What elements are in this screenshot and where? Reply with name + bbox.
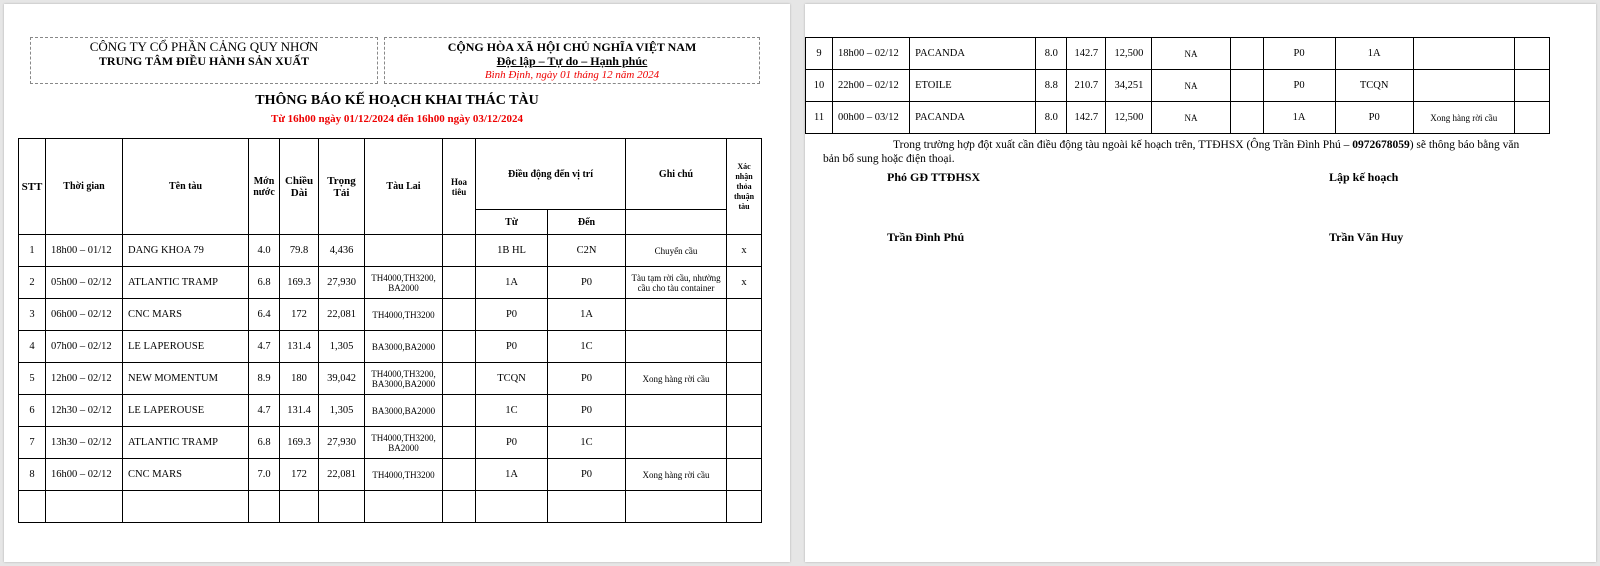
country-name: CỘNG HÒA XÃ HỘI CHỦ NGHĨA VIỆT NAM [447,40,697,54]
table-row [19,395,762,427]
note-phone: 0972678059 [1352,139,1410,151]
table-row [806,102,1550,134]
table-row [19,427,762,459]
cell-stt: 2 [19,267,46,299]
cell-empty [319,491,365,523]
note-part-1: Trong trường hợp đột xuất cần điều động tàu ngoài kế hoạch trên, TTĐHSX (Ông Trần Đình Phú – [893,139,1353,151]
cell-to: 1C [548,427,626,459]
cell-length: 172 [280,459,319,491]
cell-tug: TH4000,TH3200 [365,299,443,331]
motto: Độc lập – Tự do – Hạnh phúc [496,54,648,68]
page-2 [805,4,1596,562]
cell-from: TCQN [476,363,548,395]
col-tug: Tàu Lai [365,139,443,235]
document-subtitle: Từ 16h00 ngày 01/12/2024 đến 16h00 ngày 03/12/2024 [270,113,523,125]
header-right-box [384,37,760,84]
ship-plan-table-continued [805,37,1550,134]
cell-pilot [1230,102,1263,134]
cell-empty [476,491,548,523]
cell-confirm [727,363,762,395]
cell-confirm [1514,70,1549,102]
cell-empty [548,491,626,523]
cell-confirm: x [727,235,762,267]
cell-pilot [443,331,476,363]
cell-length: 210.7 [1067,70,1106,102]
cell-from: P0 [1263,38,1335,70]
table-row [19,267,762,299]
center-name: TRUNG TÂM ĐIỀU HÀNH SẢN XUẤT [98,54,310,68]
cell-time: 00h00 – 03/12 [833,102,910,134]
cell-tonnage: 27,930 [319,267,365,299]
cell-tonnage: 22,081 [319,299,365,331]
cell-pilot [443,363,476,395]
cell-note: Xong hàng rời cầu [1413,102,1514,134]
cell-stt: 1 [19,235,46,267]
cell-draft: 8.9 [249,363,280,395]
date-line: Bình Định, ngày 01 tháng 12 năm 2024 [484,69,660,81]
cell-note: Chuyển cầu [626,235,727,267]
cell-ship: NEW MOMENTUM [123,363,249,395]
cell-from: 1A [1263,102,1335,134]
cell-empty [727,491,762,523]
cell-pilot [443,427,476,459]
table-row-empty [19,491,762,523]
cell-confirm: x [727,267,762,299]
cell-pilot [443,395,476,427]
cell-ship: PACANDA [910,102,1036,134]
cell-note [626,395,727,427]
cell-to: P0 [1335,102,1413,134]
col-note-sub [626,210,727,235]
cell-from: P0 [476,331,548,363]
cell-empty [46,491,123,523]
cell-stt: 6 [19,395,46,427]
cell-time: 07h00 – 02/12 [46,331,123,363]
cell-pilot [1230,70,1263,102]
cell-note [626,331,727,363]
cell-draft: 4.7 [249,395,280,427]
cell-confirm [727,427,762,459]
cell-note: Tàu tạm rời cầu, nhường cầu cho tàu container [626,267,727,299]
cell-length: 142.7 [1067,38,1106,70]
table-row [19,331,762,363]
cell-time: 13h30 – 02/12 [46,427,123,459]
table-row [806,38,1550,70]
cell-draft: 8.0 [1036,38,1067,70]
col-time: Thời gian [46,139,123,235]
cell-ship: LE LAPEROUSE [123,395,249,427]
cell-from: 1A [476,267,548,299]
cell-empty [280,491,319,523]
cell-tug: NA [1152,38,1230,70]
cell-tug: BA3000,BA2000 [365,331,443,363]
cell-to: 1A [1335,38,1413,70]
cell-ship: ETOILE [910,70,1036,102]
cell-tug: NA [1152,70,1230,102]
cell-from: 1B HL [476,235,548,267]
table-row [19,363,762,395]
cell-empty [249,491,280,523]
col-ship: Tên tàu [123,139,249,235]
cell-to: 1A [548,299,626,331]
cell-draft: 8.8 [1036,70,1067,102]
cell-to: 1C [548,331,626,363]
cell-confirm [1514,38,1549,70]
cell-tonnage: 27,930 [319,427,365,459]
signature-left-title: Phó GĐ TTĐHSX [887,170,981,184]
cell-to: C2N [548,235,626,267]
cell-from: 1A [476,459,548,491]
cell-time: 22h00 – 02/12 [833,70,910,102]
document-title: THÔNG BÁO KẾ HOẠCH KHAI THÁC TÀU [255,93,539,108]
signature-left-name: Trần Đình Phú [887,230,965,244]
cell-stt: 7 [19,427,46,459]
col-draft: Mớn nước [249,139,280,235]
cell-confirm [1514,102,1549,134]
cell-from: P0 [476,427,548,459]
cell-time: 05h00 – 02/12 [46,267,123,299]
cell-confirm [727,459,762,491]
cell-to: P0 [548,267,626,299]
page-1 [4,4,790,562]
table-row [19,459,762,491]
cell-stt: 10 [806,70,833,102]
cell-to: P0 [548,459,626,491]
cell-tug: NA [1152,102,1230,134]
cell-confirm [727,299,762,331]
company-name: CÔNG TY CỔ PHẦN CẢNG QUY NHƠN [89,39,319,54]
cell-ship: ATLANTIC TRAMP [123,267,249,299]
cell-empty [365,491,443,523]
cell-tonnage: 12,500 [1106,38,1152,70]
cell-time: 16h00 – 02/12 [46,459,123,491]
cell-ship: CNC MARS [123,299,249,331]
cell-time: 18h00 – 02/12 [833,38,910,70]
cell-draft: 4.7 [249,331,280,363]
cell-tonnage: 1,305 [319,395,365,427]
cell-length: 131.4 [280,395,319,427]
cell-length: 172 [280,299,319,331]
cell-ship: DANG KHOA 79 [123,235,249,267]
signature-right-title: Lập kế hoạch [1329,170,1399,184]
cell-empty [19,491,46,523]
col-to: Đến [548,210,626,235]
cell-stt: 9 [806,38,833,70]
cell-ship: PACANDA [910,38,1036,70]
cell-tonnage: 39,042 [319,363,365,395]
cell-pilot [443,299,476,331]
cell-ship: CNC MARS [123,459,249,491]
cell-stt: 8 [19,459,46,491]
cell-pilot [443,267,476,299]
cell-empty [626,491,727,523]
cell-empty [443,491,476,523]
cell-tug: TH4000,TH3200, BA2000 [365,427,443,459]
cell-note [626,427,727,459]
cell-stt: 3 [19,299,46,331]
cell-stt: 4 [19,331,46,363]
cell-time: 06h00 – 02/12 [46,299,123,331]
cell-length: 131.4 [280,331,319,363]
cell-length: 169.3 [280,427,319,459]
col-tonnage: Trọng Tải [319,139,365,235]
cell-length: 169.3 [280,267,319,299]
cell-pilot [1230,38,1263,70]
col-note: Ghi chú [626,139,727,210]
cell-to: P0 [548,363,626,395]
cell-time: 12h00 – 02/12 [46,363,123,395]
cell-tonnage: 1,305 [319,331,365,363]
cell-stt: 5 [19,363,46,395]
cell-ship: ATLANTIC TRAMP [123,427,249,459]
cell-tug: BA3000,BA2000 [365,395,443,427]
cell-length: 180 [280,363,319,395]
cell-draft: 7.0 [249,459,280,491]
cell-tonnage: 12,500 [1106,102,1152,134]
table-row [19,235,762,267]
cell-tug: TH4000,TH3200, BA2000 [365,267,443,299]
header-left-box [30,37,378,84]
cell-confirm [727,331,762,363]
col-confirm: Xác nhận thỏa thuận tàu [727,139,762,235]
cell-tonnage: 22,081 [319,459,365,491]
cell-tonnage: 34,251 [1106,70,1152,102]
cell-to: P0 [548,395,626,427]
cell-from: P0 [1263,70,1335,102]
cell-from: P0 [476,299,548,331]
col-move: Điều động đến vị trí [476,139,626,210]
table-row [19,299,762,331]
signature-right-name: Trần Văn Huy [1329,230,1404,244]
cell-note [626,299,727,331]
contingency-note [823,138,1523,166]
col-pilot: Hoa tiêu [443,139,476,235]
cell-length: 79.8 [280,235,319,267]
cell-draft: 6.4 [249,299,280,331]
col-from: Từ [476,210,548,235]
ship-plan-table [18,138,762,523]
table-row [806,70,1550,102]
cell-draft: 8.0 [1036,102,1067,134]
note-part-2: ) sẽ thông báo bằng văn bản bổ sung hoặc điện thoại. [823,139,1520,165]
cell-stt: 11 [806,102,833,134]
cell-draft: 4.0 [249,235,280,267]
cell-note: Xong hàng rời cầu [626,363,727,395]
cell-confirm [727,395,762,427]
cell-tonnage: 4,436 [319,235,365,267]
cell-pilot [443,235,476,267]
col-stt: STT [19,139,46,235]
cell-tug [365,235,443,267]
cell-ship: LE LAPEROUSE [123,331,249,363]
col-length: Chiều Dài [280,139,319,235]
cell-empty [123,491,249,523]
cell-pilot [443,459,476,491]
cell-note: Xong hàng rời cầu [626,459,727,491]
cell-note [1413,38,1514,70]
cell-draft: 6.8 [249,427,280,459]
cell-time: 12h30 – 02/12 [46,395,123,427]
cell-from: 1C [476,395,548,427]
cell-tug: TH4000,TH3200 [365,459,443,491]
cell-time: 18h00 – 01/12 [46,235,123,267]
cell-to: TCQN [1335,70,1413,102]
cell-length: 142.7 [1067,102,1106,134]
cell-note [1413,70,1514,102]
cell-tug: TH4000,TH3200, BA3000,BA2000 [365,363,443,395]
cell-draft: 6.8 [249,267,280,299]
